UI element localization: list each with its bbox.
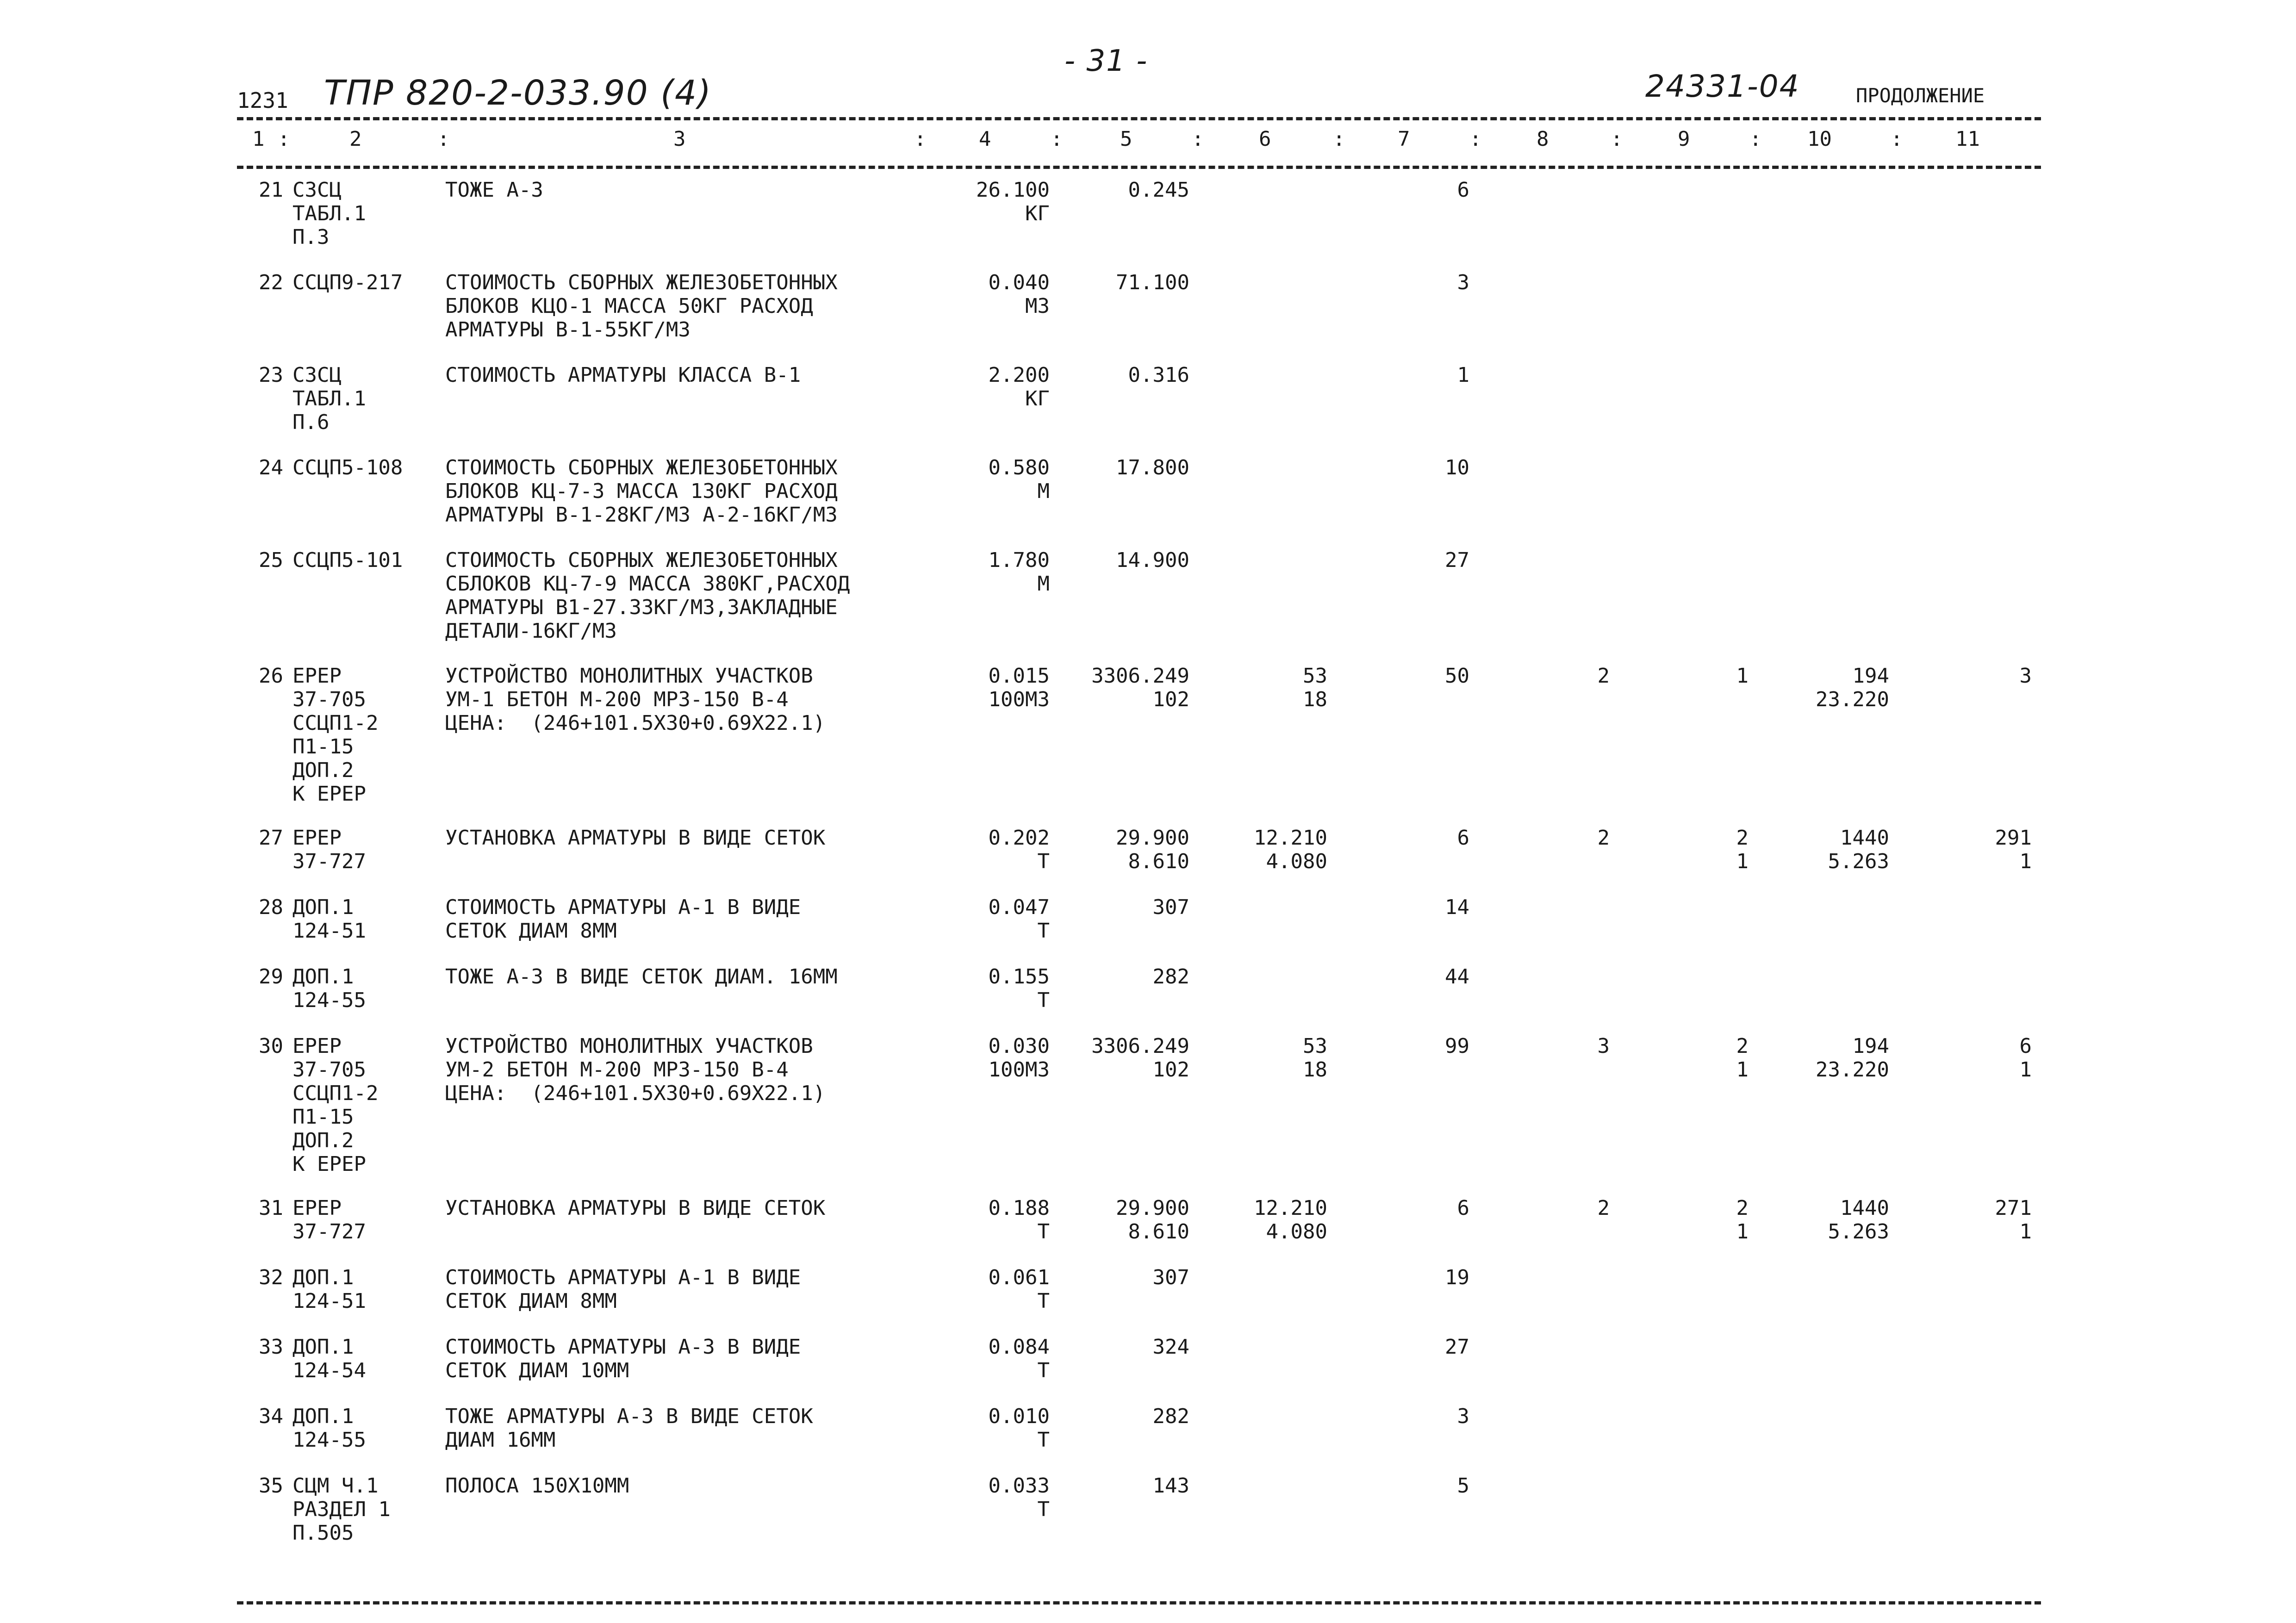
col8-cell: 2	[1597, 664, 1610, 688]
quantity-cell: 0.188 Т	[988, 1196, 1050, 1244]
top-rule	[237, 117, 2041, 120]
col7-cell: 3	[1457, 271, 1469, 294]
col-header-10: 10	[1807, 127, 1832, 151]
description-cell: СТОИМОСТЬ СБОРНЫХ ЖЕЛЕЗОБЕТОННЫХ БЛОКОВ КЦО-1 МАССА 50КГ РАСХОД АРМАТУРЫ В-1-55КГ/М3	[445, 271, 838, 342]
col6-cell: 12.210 4.080	[1254, 826, 1327, 873]
code-cell: ДОП.1 124-55	[292, 1405, 366, 1452]
description-cell: СТОИМОСТЬ СБОРНЫХ ЖЕЛЕЗОБЕТОННЫХ БЛОКОВ КЦ-7-3 МАССА 130КГ РАСХОД АРМАТУРЫ В-1-28КГ/М3 А-2-16КГ/М3	[445, 456, 838, 527]
col7-cell: 3	[1457, 1405, 1469, 1428]
price-cell: 3306.249 102	[1091, 1034, 1189, 1082]
quantity-cell: 0.010 Т	[988, 1405, 1050, 1452]
col-header-7: 7	[1398, 127, 1410, 151]
row-number-cell: 31	[259, 1196, 283, 1220]
row-number-cell: 32	[259, 1266, 283, 1289]
col7-cell: 14	[1445, 895, 1469, 919]
col7-cell: 6	[1457, 1196, 1469, 1220]
row-number-cell: 22	[259, 271, 283, 294]
col10-cell: 194 23.220	[1816, 1034, 1889, 1082]
row-number-cell: 25	[259, 548, 283, 572]
description-cell: УСТАНОВКА АРМАТУРЫ В ВИДЕ СЕТОК	[445, 1196, 826, 1220]
description-cell: ТОЖЕ А-3	[445, 178, 543, 202]
col7-cell: 19	[1445, 1266, 1469, 1289]
col10-cell: 1440 5.263	[1828, 1196, 1889, 1244]
description-cell: ТОЖЕ АРМАТУРЫ А-3 В ВИДЕ СЕТОК ДИАМ 16ММ	[445, 1405, 813, 1452]
col-header-1: 1	[252, 127, 265, 151]
code-cell: ССЦП5-108	[292, 456, 403, 479]
code-cell: ДОП.1 124-55	[292, 965, 366, 1012]
quantity-cell: 2.200 КГ	[988, 363, 1050, 410]
row-number-cell: 21	[259, 178, 283, 202]
price-cell: 14.900	[1116, 548, 1189, 572]
col7-cell: 27	[1445, 548, 1469, 572]
col-header-sep: :	[914, 127, 927, 151]
price-cell: 324	[1152, 1335, 1189, 1359]
quantity-cell: 0.030 100М3	[988, 1034, 1050, 1082]
col11-cell: 291 1	[1995, 826, 2032, 873]
quantity-cell: 0.202 Т	[988, 826, 1050, 873]
col9-cell: 2 1	[1736, 1034, 1748, 1082]
row-number-cell: 29	[259, 965, 283, 989]
doc-title: ТПР 820-2-033.90 (4)	[324, 73, 712, 113]
page-number: - 31 -	[1064, 44, 1148, 78]
row-number-cell: 23	[259, 363, 283, 387]
col8-cell: 2	[1597, 1196, 1610, 1220]
doc-code: 1231	[237, 88, 288, 113]
code-cell: ЕРЕР 37-727	[292, 1196, 366, 1244]
col11-cell: 271 1	[1995, 1196, 2032, 1244]
col7-cell: 10	[1445, 456, 1469, 479]
col-header-11: 11	[1955, 127, 1980, 151]
row-number-cell: 27	[259, 826, 283, 850]
description-cell: УСТРОЙСТВО МОНОЛИТНЫХ УЧАСТКОВ УМ-1 БЕТОН М-200 МРЗ-150 В-4 ЦЕНА: (246+101.5Х30+0.69Х22.1)	[445, 664, 826, 735]
code-cell: ДОП.1 124-51	[292, 1266, 366, 1313]
description-cell: СТОИМОСТЬ АРМАТУРЫ А-1 В ВИДЕ СЕТОК ДИАМ 8ММ	[445, 1266, 801, 1313]
quantity-cell: 0.040 М3	[988, 271, 1050, 318]
quantity-cell: 0.084 Т	[988, 1335, 1050, 1382]
description-cell: СТОИМОСТЬ АРМАТУРЫ А-1 В ВИДЕ СЕТОК ДИАМ 8ММ	[445, 895, 801, 943]
col7-cell: 1	[1457, 363, 1469, 387]
row-number-cell: 35	[259, 1474, 283, 1498]
col-header-sep: :	[1051, 127, 1063, 151]
col7-cell: 5	[1457, 1474, 1469, 1498]
col-header-4: 4	[979, 127, 991, 151]
quantity-cell: 0.015 100М3	[988, 664, 1050, 711]
row-number-cell: 33	[259, 1335, 283, 1359]
price-cell: 282	[1152, 965, 1189, 989]
quantity-cell: 26.100 КГ	[976, 178, 1050, 225]
col-header-sep: :	[1611, 127, 1623, 151]
description-cell: УСТАНОВКА АРМАТУРЫ В ВИДЕ СЕТОК	[445, 826, 826, 850]
row-number-cell: 34	[259, 1405, 283, 1428]
code-cell: ССЦП9-217	[292, 271, 403, 294]
quantity-cell: 0.047 Т	[988, 895, 1050, 943]
price-cell: 143	[1152, 1474, 1189, 1498]
col6-cell: 53 18	[1303, 1034, 1327, 1082]
code-cell: С3СЦ ТАБЛ.1 П.3	[292, 178, 366, 249]
price-cell: 17.800	[1116, 456, 1189, 479]
price-cell: 282	[1152, 1405, 1189, 1428]
col-header-sep: :	[1333, 127, 1345, 151]
bottom-rule	[237, 1601, 2041, 1604]
col8-cell: 2	[1597, 826, 1610, 850]
col7-cell: 6	[1457, 826, 1469, 850]
description-cell: ПОЛОСА 150Х10ММ	[445, 1474, 629, 1498]
price-cell: 0.245	[1128, 178, 1189, 202]
quantity-cell: 0.061 Т	[988, 1266, 1050, 1313]
code-cell: ЕРЕР 37-705 ССЦП1-2 П1-15 ДОП.2 К ЕРЕР	[292, 1034, 379, 1176]
col7-cell: 27	[1445, 1335, 1469, 1359]
code-cell: С3СЦ ТАБЛ.1 П.6	[292, 363, 366, 434]
header-rule	[237, 166, 2041, 169]
col-header-2: 2	[349, 127, 362, 151]
code-cell: СЦМ Ч.1 РАЗДЕЛ 1 П.505	[292, 1474, 391, 1545]
description-cell: СТОИМОСТЬ АРМАТУРЫ А-3 В ВИДЕ СЕТОК ДИАМ 10ММ	[445, 1335, 801, 1382]
price-cell: 0.316	[1128, 363, 1189, 387]
col6-cell: 12.210 4.080	[1254, 1196, 1327, 1244]
quantity-cell: 0.155 Т	[988, 965, 1050, 1012]
price-cell: 29.900 8.610	[1116, 826, 1189, 873]
col-header-5: 5	[1120, 127, 1132, 151]
code-cell: ССЦП5-101	[292, 548, 403, 572]
col9-cell: 1	[1736, 664, 1748, 688]
description-cell: СТОИМОСТЬ СБОРНЫХ ЖЕЛЕЗОБЕТОННЫХ СБЛОКОВ КЦ-7-9 МАССА 380КГ,РАСХОД АРМАТУРЫ В1-27.33КГ/М3,ЗАКЛАДНЫЕ ДЕТАЛИ-16КГ/М3	[445, 548, 850, 643]
code-cell: ЕРЕР 37-705 ССЦП1-2 П1-15 ДОП.2 К ЕРЕР	[292, 664, 379, 806]
col-header-8: 8	[1537, 127, 1549, 151]
col7-cell: 99	[1445, 1034, 1469, 1058]
col-header-sep: :	[1192, 127, 1204, 151]
col7-cell: 50	[1445, 664, 1469, 688]
col-header-sep: :	[1749, 127, 1762, 151]
col-header-3: 3	[673, 127, 686, 151]
col11-cell: 6 1	[2019, 1034, 2032, 1082]
doc-id: 24331-04	[1645, 68, 1800, 104]
col7-cell: 6	[1457, 178, 1469, 202]
code-cell: ДОП.1 124-54	[292, 1335, 366, 1382]
price-cell: 29.900 8.610	[1116, 1196, 1189, 1244]
col8-cell: 3	[1597, 1034, 1610, 1058]
code-cell: ЕРЕР 37-727	[292, 826, 366, 873]
row-number-cell: 24	[259, 456, 283, 479]
col6-cell: 53 18	[1303, 664, 1327, 711]
quantity-cell: 1.780 М	[988, 548, 1050, 596]
quantity-cell: 0.033 Т	[988, 1474, 1050, 1521]
col-header-sep: :	[278, 127, 290, 151]
row-number-cell: 30	[259, 1034, 283, 1058]
price-cell: 71.100	[1116, 271, 1189, 294]
col11-cell: 3	[2019, 664, 2032, 688]
col10-cell: 194 23.220	[1816, 664, 1889, 711]
quantity-cell: 0.580 М	[988, 456, 1050, 503]
col-header-6: 6	[1259, 127, 1271, 151]
col9-cell: 2 1	[1736, 826, 1748, 873]
col9-cell: 2 1	[1736, 1196, 1748, 1244]
row-number-cell: 26	[259, 664, 283, 688]
status-label: ПРОДОЛЖЕНИЕ	[1856, 84, 1985, 107]
description-cell: ТОЖЕ А-3 В ВИДЕ СЕТОК ДИАМ. 16ММ	[445, 965, 838, 989]
price-cell: 307	[1152, 1266, 1189, 1289]
description-cell: СТОИМОСТЬ АРМАТУРЫ КЛАССА В-1	[445, 363, 801, 387]
col-header-sep: :	[1891, 127, 1903, 151]
col7-cell: 44	[1445, 965, 1469, 989]
price-cell: 307	[1152, 895, 1189, 919]
col10-cell: 1440 5.263	[1828, 826, 1889, 873]
col-header-sep: :	[1469, 127, 1482, 151]
price-cell: 3306.249 102	[1091, 664, 1189, 711]
col-header-sep: :	[437, 127, 450, 151]
code-cell: ДОП.1 124-51	[292, 895, 366, 943]
row-number-cell: 28	[259, 895, 283, 919]
description-cell: УСТРОЙСТВО МОНОЛИТНЫХ УЧАСТКОВ УМ-2 БЕТОН М-200 МРЗ-150 В-4 ЦЕНА: (246+101.5Х30+0.69Х22.1)	[445, 1034, 826, 1105]
col-header-9: 9	[1678, 127, 1690, 151]
